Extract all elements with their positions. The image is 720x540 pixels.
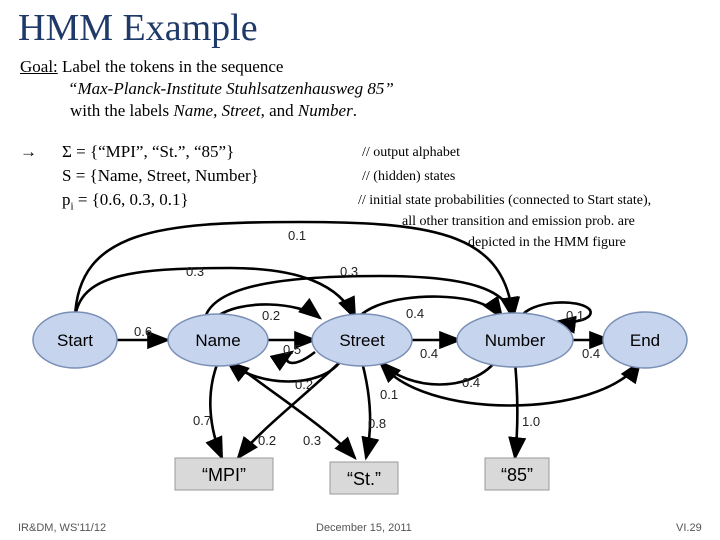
prob-start-name: 0.6 (134, 324, 153, 339)
prob-start-number: 0.1 (288, 228, 307, 243)
goal-label: Goal: (20, 57, 58, 76)
emission-85-label: “85” (500, 465, 534, 485)
footer-date: December 15, 2011 (316, 522, 412, 534)
prob-number-85: 1.0 (522, 414, 541, 429)
node-number-label: Number (484, 331, 546, 350)
goal-sep2: , and (260, 101, 298, 120)
comment-hidden-states: // (hidden) states (362, 169, 456, 184)
edge-street-number (358, 297, 502, 318)
node-name-label: Name (195, 331, 241, 350)
prob-start-street: 0.3 (186, 264, 205, 279)
goal-line1: Label the tokens in the sequence (57, 57, 284, 76)
prob-number-street: 0.4 (462, 375, 481, 390)
comment-output-alphabet: // output alphabet (362, 145, 460, 160)
goal-sep1: , (213, 101, 222, 120)
prob-name-street: 0.2 (262, 308, 281, 323)
edge-start-street (75, 268, 355, 318)
arrow-icon: → (20, 142, 37, 161)
pi-subscript: i (70, 200, 74, 213)
pi-symbol: p (62, 190, 71, 209)
goal-line3-prefix: with the labels (70, 101, 174, 120)
footer-page: VI.29 (676, 522, 702, 534)
states-def: S = {Name, Street, Number} (62, 166, 259, 185)
edge-street-st (362, 362, 370, 458)
prob-name-mpi: 0.7 (193, 413, 212, 428)
prob-number-end: 0.4 (582, 346, 601, 361)
edge-name-st (230, 360, 355, 458)
prob-street-number: 0.4 (406, 306, 425, 321)
edge-name-number (205, 276, 513, 318)
comment-initial-probs: // initial state probabilities (connected to Start state), (358, 193, 652, 208)
goal-sequence: “Max-Planck-Institute Stuhlsatzenhausweg 85” (68, 79, 394, 98)
goal-number: Number (297, 101, 353, 120)
goal-end: . (352, 101, 357, 120)
edge-street-end (380, 362, 640, 406)
edge-number-85 (515, 362, 517, 458)
goal-name: Name (173, 101, 214, 120)
footer-course: IR&DM, WS'11/12 (18, 522, 107, 534)
emission-st-label: “St.” (347, 469, 381, 489)
node-end-label: End (629, 331, 661, 350)
edge-name-mpi (210, 362, 222, 458)
node-street-label: Street (339, 331, 385, 350)
prob-street-mpi: 0.3 (303, 433, 322, 448)
prob-name-st: 0.2 (258, 433, 277, 448)
prob-street-end: 0.1 (380, 387, 399, 402)
sigma-def: Σ = {“MPI”, “St.”, “85”} (62, 142, 235, 161)
emission-mpi-label: “MPI” (202, 465, 246, 485)
prob-number-self: 0.1 (566, 308, 585, 323)
comment-hmm-figure: depicted in the HMM figure (468, 235, 626, 250)
comment-transitions: all other transition and emission prob. are (402, 214, 635, 229)
node-start-label: Start (57, 331, 93, 350)
prob-name-number: 0.3 (340, 264, 359, 279)
prob-street-name: 0.2 (295, 377, 314, 392)
pi-values: = {0.6, 0.3, 0.1} (73, 190, 189, 209)
slide-title: HMM Example (18, 7, 258, 49)
prob-street-street: 0.4 (420, 346, 439, 361)
emission-nodes (175, 458, 549, 494)
goal-street: Street (221, 101, 261, 120)
prob-street-self: 0.5 (283, 342, 302, 357)
prob-street-st: 0.8 (368, 416, 387, 431)
